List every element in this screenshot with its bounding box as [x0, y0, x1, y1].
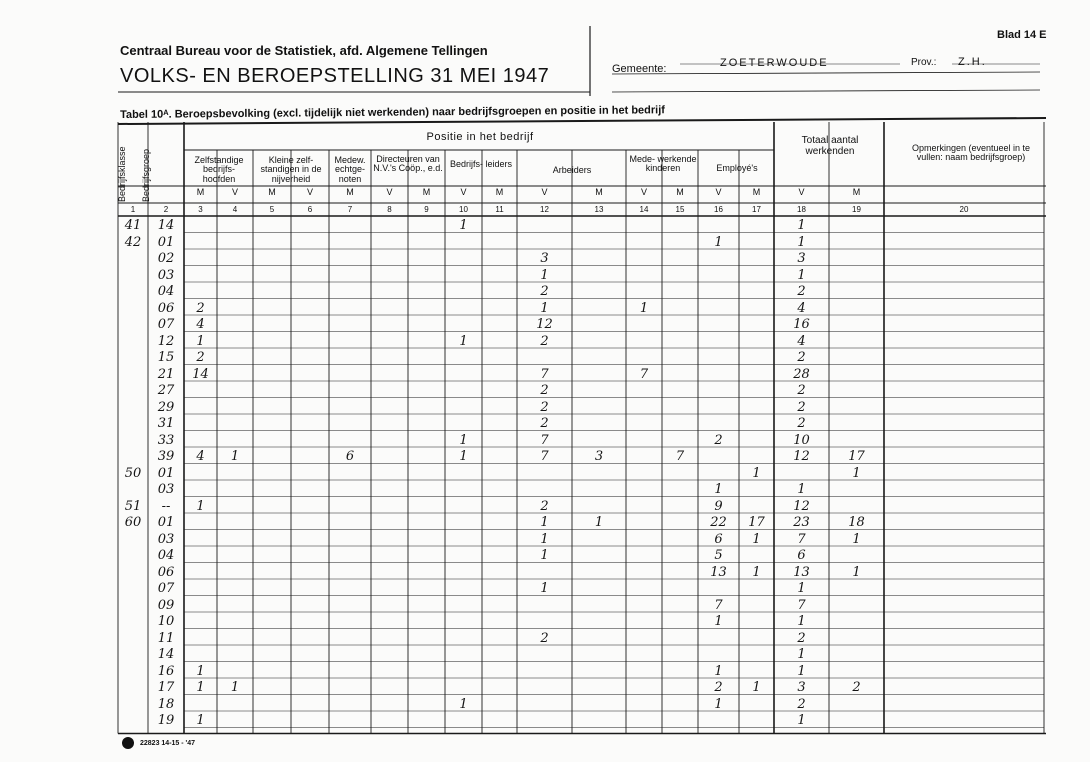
header-employes: Employé's — [716, 163, 758, 173]
count-cell: 2 — [797, 630, 806, 646]
header-positie: Positie in het bedrijf — [426, 131, 534, 143]
column-number: 19 — [852, 205, 861, 214]
column-number: 11 — [495, 205, 504, 214]
count-cell: 1 — [540, 300, 549, 316]
column-number: 18 — [797, 205, 806, 214]
bedrijfsgroep-cell: 14 — [157, 647, 175, 662]
prov-label: Prov.: — [911, 57, 937, 68]
count-cell: 12 — [536, 317, 553, 332]
column-number: 6 — [307, 205, 313, 214]
bedrijfsgroep-cell: 11 — [157, 630, 175, 646]
bedrijfsgroep-cell: 33 — [157, 432, 175, 448]
bedrijfsgroep-cell: 07 — [157, 581, 175, 596]
count-cell: 3 — [797, 251, 806, 266]
count-cell: 3 — [594, 449, 604, 464]
bedrijfsgroep-cell: 01 — [157, 515, 175, 530]
bedrijfsgroep-cell: 14 — [157, 218, 175, 233]
count-cell: 2 — [540, 399, 549, 415]
count-cell: 7 — [540, 449, 549, 464]
count-cell: 2 — [797, 416, 806, 431]
count-cell: 5 — [714, 548, 723, 563]
count-cell: 2 — [540, 630, 549, 646]
bedrijfsgroep-cell: 10 — [157, 614, 175, 629]
count-cell: 1 — [797, 581, 806, 596]
subheader-female: V — [231, 187, 238, 197]
bedrijfsgroep-cell: 01 — [157, 234, 175, 250]
subheader-female: V — [541, 187, 548, 197]
count-cell: 7 — [540, 366, 549, 382]
column-number: 3 — [198, 205, 203, 214]
count-cell: 9 — [714, 498, 723, 514]
census-title: VOLKS- EN BEROEPSTELLING 31 MEI 1947 — [120, 65, 550, 87]
bedrijfsgroep-cell: 17 — [157, 680, 175, 695]
count-cell: 23 — [793, 515, 810, 530]
bedrijfsgroep-cell: 01 — [157, 465, 175, 481]
count-cell: 1 — [797, 234, 806, 250]
count-cell: 4 — [196, 317, 205, 332]
count-cell: 3 — [797, 680, 806, 695]
subheader-male: M — [595, 187, 603, 197]
bedrijfsklasse-cell: 60 — [124, 515, 142, 530]
count-cell: 1 — [459, 432, 468, 448]
count-cell: 2 — [714, 432, 723, 448]
subheader-male: M — [346, 187, 354, 197]
count-cell: 16 — [793, 317, 810, 332]
count-cell: 13 — [793, 564, 810, 580]
count-cell: 6 — [714, 531, 723, 547]
count-cell: 12 — [793, 449, 810, 464]
count-cell: 1 — [797, 713, 806, 728]
subheader-female: V — [640, 187, 647, 197]
bedrijfsgroep-cell: 09 — [157, 597, 175, 613]
bedrijfsklasse-cell: 42 — [124, 234, 142, 250]
header-arbeiders: Arbeiders — [552, 165, 592, 175]
header-kleine-zelfstandigen: Kleine zelf- standigen in de nijverheid — [260, 155, 322, 184]
bedrijfsgroep-cell: 06 — [157, 300, 175, 316]
count-cell: 17 — [748, 515, 765, 530]
bedrijfsgroep-cell: 19 — [157, 713, 175, 728]
count-cell: 1 — [196, 713, 205, 728]
column-number: 17 — [752, 205, 761, 214]
column-number: 7 — [347, 205, 353, 214]
count-cell: 1 — [459, 696, 468, 712]
count-cell: 1 — [752, 531, 761, 547]
header-meewerkende-kinderen: Mede- werkende kinderen — [629, 154, 697, 174]
subheader-male: M — [495, 187, 504, 197]
gemeente-rule-2 — [612, 90, 1040, 92]
bureau-name: Centraal Bureau voor de Statistiek, afd. Algemene Tellingen — [120, 43, 488, 58]
bedrijfsgroep-cell: -- — [161, 498, 171, 514]
count-cell: 7 — [540, 432, 549, 448]
count-cell: 2 — [852, 680, 861, 695]
count-cell: 1 — [714, 234, 723, 250]
count-cell: 1 — [797, 218, 806, 233]
column-number: 8 — [387, 205, 392, 214]
count-cell: 1 — [196, 680, 205, 695]
bedrijfsgroep-cell: 02 — [157, 251, 175, 266]
bedrijfsgroep-cell: 07 — [157, 317, 175, 332]
subheader-female: V — [386, 187, 393, 197]
bedrijfsgroep-cell: 04 — [157, 548, 175, 563]
count-cell: 4 — [797, 300, 806, 316]
count-cell: 1 — [714, 663, 723, 679]
count-cell: 13 — [710, 564, 727, 580]
count-cell: 3 — [540, 251, 549, 266]
count-cell: 7 — [639, 366, 649, 382]
count-cell: 1 — [852, 531, 861, 547]
header-opmerkingen: Opmerkingen (eventueel in te vullen: naam bedrijfsgroep) — [911, 143, 1031, 163]
count-cell: 1 — [639, 300, 649, 316]
gemeente-value: ZOETERWOUDE — [720, 57, 829, 69]
count-cell: 1 — [230, 449, 240, 464]
bedrijfsgroep-cell: 03 — [157, 267, 175, 283]
count-cell: 1 — [752, 465, 761, 481]
bedrijfsgroep-cell: 21 — [157, 366, 175, 382]
column-number: 12 — [540, 205, 549, 214]
count-cell: 7 — [797, 531, 806, 547]
count-cell: 1 — [797, 482, 806, 497]
count-cell: 1 — [752, 680, 761, 695]
count-cell: 1 — [852, 564, 861, 580]
count-cell: 2 — [196, 350, 205, 365]
column-number: 20 — [959, 205, 969, 214]
subheader-male: M — [752, 187, 761, 197]
count-cell: 2 — [540, 333, 549, 349]
count-cell: 2 — [797, 383, 806, 398]
count-cell: 14 — [192, 366, 209, 382]
count-cell: 2 — [797, 696, 806, 712]
count-cell: 2 — [797, 284, 806, 299]
count-cell: 17 — [848, 449, 865, 464]
count-cell: 2 — [196, 300, 205, 316]
count-cell: 1 — [540, 515, 549, 530]
subheader-male: M — [196, 187, 205, 197]
column-number: 10 — [459, 205, 468, 214]
count-cell: 1 — [459, 449, 468, 464]
subheader-male: M — [852, 187, 861, 197]
header-medewerkende-echtgenoten: Medew. echtge- noten — [334, 155, 366, 184]
count-cell: 1 — [196, 333, 205, 349]
bedrijfsgroep-cell: 16 — [157, 663, 175, 679]
subheader-male: M — [676, 187, 684, 197]
count-cell: 1 — [459, 333, 468, 349]
count-cell: 7 — [797, 597, 806, 613]
header-totaal: Totaal aantal werkenden — [801, 135, 859, 157]
subheader-male: M — [422, 187, 431, 197]
count-cell: 1 — [540, 548, 549, 563]
count-cell: 1 — [540, 267, 549, 283]
table-title: Tabel 10ᴬ. Beroepsbevolking (excl. tijdelijk niet werkenden) naar bedrijfsgroepen en positie in het bedrijf — [119, 104, 665, 121]
header-bedrijfsleiders: Bedrijfs- leiders — [449, 159, 513, 169]
bedrijfsgroep-cell: 18 — [157, 696, 175, 712]
count-cell: 2 — [540, 498, 549, 514]
count-cell: 1 — [196, 663, 205, 679]
column-number: 9 — [424, 205, 429, 214]
count-cell: 2 — [540, 284, 549, 299]
count-cell: 1 — [714, 482, 723, 497]
column-number: 1 — [130, 205, 136, 214]
count-cell: 2 — [797, 399, 806, 415]
bedrijfsgroep-cell: 04 — [157, 284, 175, 299]
column-number: 14 — [639, 205, 649, 214]
column-number: 4 — [232, 205, 238, 214]
count-cell: 12 — [793, 498, 810, 514]
column-number: 16 — [714, 205, 723, 214]
count-cell: 22 — [710, 515, 727, 530]
count-cell: 1 — [714, 696, 723, 712]
bedrijfsgroep-cell: 06 — [157, 564, 175, 580]
subheader-female: V — [798, 187, 805, 197]
count-cell: 1 — [196, 498, 205, 514]
bedrijfsgroep-cell: 39 — [157, 449, 175, 464]
count-cell: 2 — [540, 416, 549, 431]
count-cell: 1 — [752, 564, 761, 580]
bedrijfsklasse-cell: 51 — [124, 498, 142, 514]
count-cell: 18 — [848, 515, 865, 530]
column-number: 15 — [675, 205, 685, 214]
count-cell: 28 — [793, 366, 810, 382]
bedrijfsklasse-cell: 41 — [124, 218, 142, 233]
bedrijfsgroep-cell: 03 — [157, 482, 175, 497]
count-cell: 1 — [459, 218, 468, 233]
bedrijfsgroep-cell: 31 — [157, 416, 175, 431]
count-cell: 2 — [714, 680, 723, 695]
count-cell: 4 — [797, 333, 806, 349]
count-cell: 1 — [797, 647, 806, 662]
count-cell: 1 — [797, 614, 806, 629]
count-cell: 10 — [793, 432, 810, 448]
bedrijfsgroep-cell: 12 — [157, 333, 175, 349]
bedrijfsklasse-cell: 50 — [124, 465, 142, 481]
column-number: 2 — [163, 205, 169, 214]
header-directeuren: Directeuren van N.V.'s Coöp., e.d. — [373, 154, 443, 174]
printer-logo — [122, 737, 134, 749]
header-bedrijfsgroep: Bedrijfsgroep — [141, 148, 151, 202]
bedrijfsgroep-cell: 29 — [157, 399, 175, 415]
subheader-female: V — [306, 187, 313, 197]
count-cell: 7 — [675, 449, 685, 464]
print-code: 22823 14-15 - '47 — [140, 740, 195, 747]
count-cell: 1 — [797, 663, 806, 679]
gemeente-rule — [612, 72, 1040, 74]
sheet-number: Blad 14 E — [997, 29, 1047, 41]
count-cell: 1 — [594, 515, 604, 530]
count-cell: 1 — [540, 531, 549, 547]
count-cell: 4 — [196, 449, 205, 464]
count-cell: 2 — [540, 383, 549, 398]
count-cell: 7 — [714, 597, 723, 613]
subheader-female: V — [715, 187, 722, 197]
count-cell: 1 — [540, 581, 549, 596]
column-number: 5 — [269, 205, 275, 214]
count-cell: 2 — [797, 350, 806, 365]
bedrijfsgroep-cell: 15 — [157, 350, 175, 365]
gemeente-label: Gemeente: — [612, 63, 667, 75]
count-cell: 1 — [797, 267, 806, 283]
bedrijfsgroep-cell: 03 — [157, 531, 175, 547]
subheader-male: M — [268, 187, 276, 197]
column-number: 13 — [594, 205, 604, 214]
count-cell: 6 — [345, 449, 355, 464]
prov-value: Z.H. — [958, 56, 987, 68]
header-bedrijfsklasse: Bedrijfsklasse — [117, 146, 127, 202]
bedrijfsgroep-cell: 27 — [157, 383, 175, 398]
count-cell: 6 — [797, 548, 806, 563]
count-cell: 1 — [852, 465, 861, 481]
header-zelfstandige: Zelfstandige bedrijfs- hoofden — [194, 155, 244, 184]
subheader-female: V — [460, 187, 467, 197]
count-cell: 1 — [230, 680, 240, 695]
count-cell: 1 — [714, 614, 723, 629]
